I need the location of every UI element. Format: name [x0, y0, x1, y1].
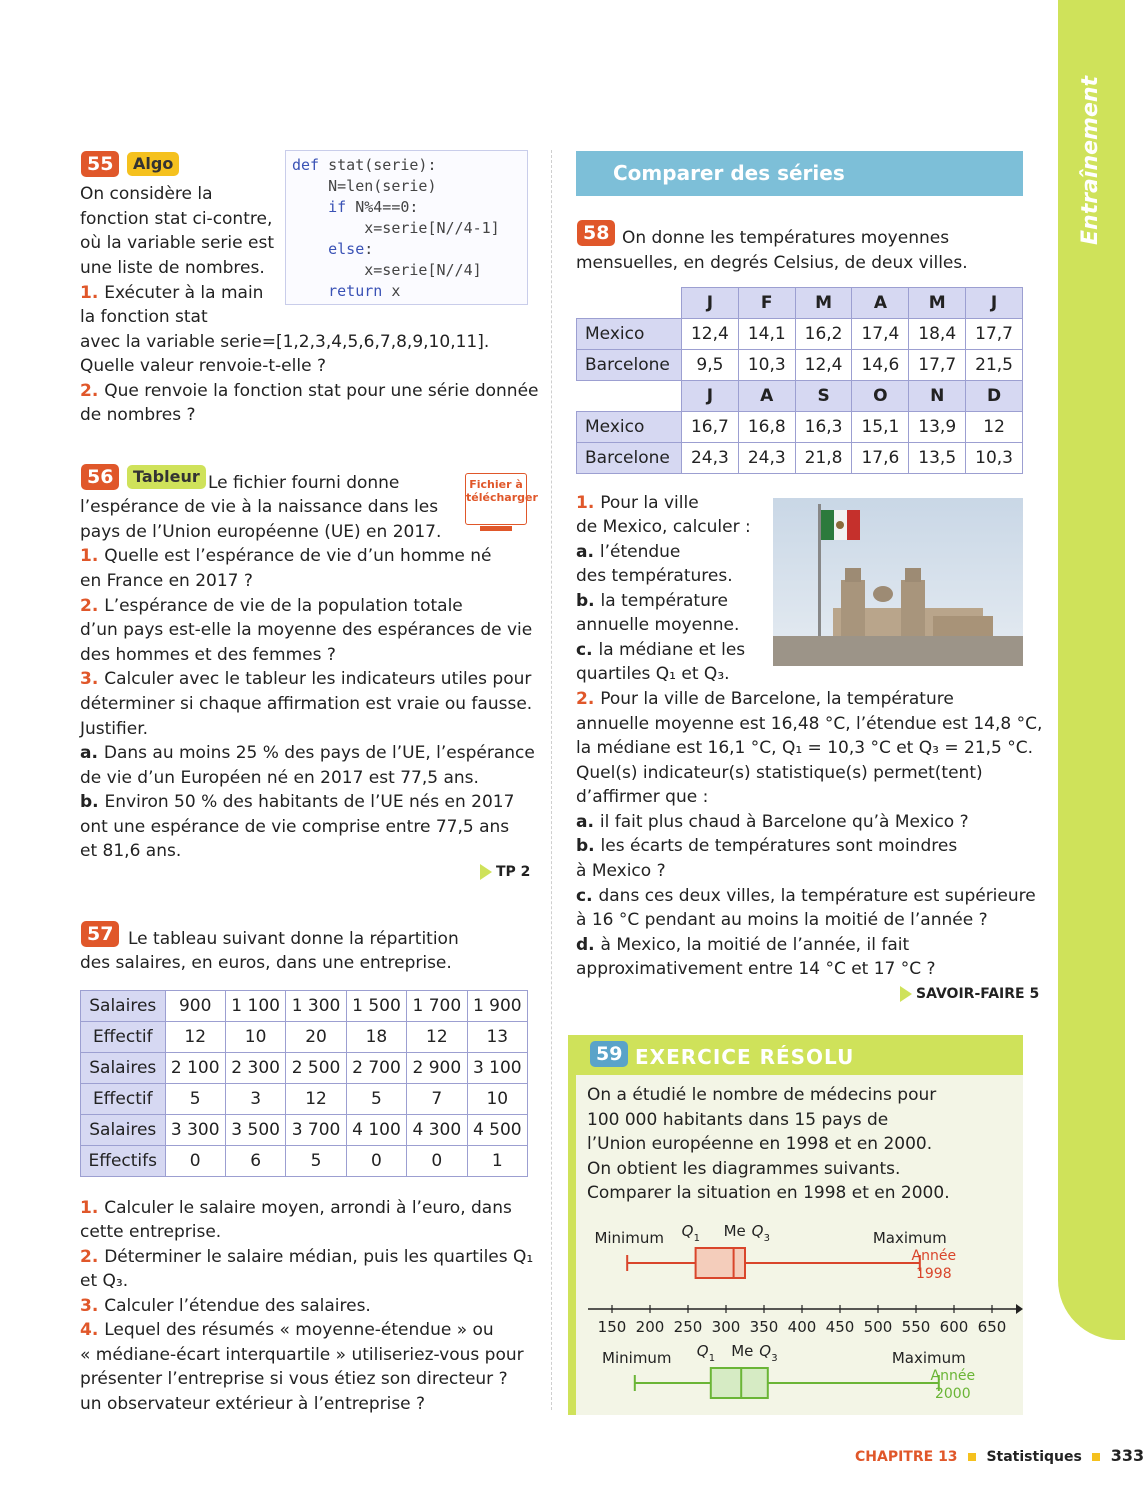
text-line: d. à Mexico, la moitié de l’année, il fait: [576, 935, 910, 955]
text-line: a. Dans au moins 25 % des pays de l’UE, l’espérance: [80, 743, 535, 763]
text-line: l’espérance de vie à la naissance dans les: [80, 497, 439, 517]
text-line: un observateur extérieur à l’entreprise ?: [80, 1394, 426, 1414]
text-line: On donne les températures moyennes: [622, 228, 950, 248]
table-cell: 17,6: [852, 443, 909, 474]
axis-arrow: [1016, 1304, 1023, 1314]
table-cell: 12: [286, 1084, 346, 1115]
tick-label: 450: [825, 1318, 855, 1336]
text-line: 1. Exécuter à la main: [80, 283, 264, 303]
table-cell: 0: [165, 1146, 225, 1177]
footer-title: Statistiques: [986, 1449, 1082, 1465]
tp-reference-link[interactable]: [480, 864, 530, 880]
table-cell: Effectif: [81, 1084, 166, 1115]
text-line: Justifier.: [80, 719, 149, 739]
table-cell: 13: [467, 1022, 527, 1053]
table-cell: 14,6: [852, 350, 909, 381]
text-line: On considère la: [80, 184, 213, 204]
median-label: Me: [731, 1342, 754, 1360]
table-cell: 5: [286, 1146, 346, 1177]
text-line: de vie d’un Européen né en 2017 est 77,5 ans.: [80, 768, 479, 788]
month-header: F: [738, 288, 795, 319]
table-cell: 1 300: [286, 991, 346, 1022]
text-line: Quel(s) indicateur(s) statistique(s) permet(tent): [576, 763, 983, 783]
item-marker: 1.: [80, 1198, 105, 1218]
box: [696, 1248, 745, 1278]
item-marker: a.: [80, 743, 104, 763]
text-line: une liste de nombres.: [80, 258, 265, 278]
text-line: 2. Pour la ville de Barcelone, la température: [576, 689, 954, 709]
month-header: D: [966, 381, 1023, 412]
text-line: 100 000 habitants dans 15 pays de: [587, 1110, 889, 1130]
item-marker: a.: [576, 542, 600, 562]
text-line: cette entreprise.: [80, 1222, 222, 1242]
table-cell: 24,3: [682, 443, 739, 474]
tableur-tag: Tableur: [127, 465, 206, 489]
series-label: Année: [911, 1248, 957, 1264]
table-cell: 2 100: [165, 1053, 225, 1084]
item-marker: a.: [576, 812, 600, 832]
text-line: Le tableau suivant donne la répartition: [128, 929, 459, 949]
table-cell: 17,7: [909, 350, 966, 381]
text-line: 1. Quelle est l’espérance de vie d’un homme né: [80, 546, 492, 566]
text-line: Quelle valeur renvoie-t-elle ?: [80, 356, 326, 376]
table-cell: Barcelone: [577, 350, 682, 381]
temperatures-table: [576, 287, 1023, 474]
text-line: 1. Pour la ville: [576, 493, 699, 513]
text-line: des températures.: [576, 566, 733, 586]
maximum-label: Maximum: [872, 1229, 947, 1247]
table-cell: 9,5: [682, 350, 739, 381]
item-marker: b.: [80, 792, 105, 812]
text-line: 2. L’espérance de vie de la population totale: [80, 596, 463, 616]
table-cell: 16,8: [738, 412, 795, 443]
table-cell: 4 300: [407, 1115, 467, 1146]
text-line: des hommes et des femmes ?: [80, 645, 336, 665]
q3-subscript: 3: [771, 1353, 778, 1364]
month-header: J: [682, 381, 739, 412]
resolved-exercise-stripe: [568, 1035, 576, 1415]
table-cell: 18: [346, 1022, 406, 1053]
month-header: S: [795, 381, 852, 412]
minimum-label: Minimum: [602, 1349, 672, 1367]
text-line: On obtient les diagrammes suivants.: [587, 1159, 901, 1179]
play-arrow-icon: [480, 864, 492, 880]
tick-label: 400: [787, 1318, 817, 1336]
series-label: 2000: [934, 1386, 971, 1402]
table-cell: 1 900: [467, 991, 527, 1022]
table-row: [577, 443, 1023, 474]
text-line: quartiles Q₁ et Q₃.: [576, 664, 730, 684]
sidebar-label: Entraînement: [1078, 75, 1103, 245]
table-cell: Effectifs: [81, 1146, 166, 1177]
box: [711, 1368, 768, 1398]
code-line: if N%4==0:: [328, 198, 419, 216]
table-cell: 16,3: [795, 412, 852, 443]
text-line: des salaires, en euros, dans une entreprise.: [80, 953, 452, 973]
text-line: b. les écarts de températures sont moindres: [576, 836, 958, 856]
text-line: mensuelles, en degrés Celsius, de deux villes.: [576, 253, 968, 273]
month-header: J: [966, 288, 1023, 319]
exercise-59-number: 59: [590, 1041, 628, 1067]
table-cell: Salaires: [81, 991, 166, 1022]
text-line: b. la température: [576, 591, 728, 611]
table-cell: 2 900: [407, 1053, 467, 1084]
text-line: à Mexico ?: [576, 861, 666, 881]
table-cell: 12: [165, 1022, 225, 1053]
table-row: [577, 412, 1023, 443]
table-cell: Effectif: [81, 1022, 166, 1053]
table-cell: 7: [407, 1084, 467, 1115]
table-cell: 10: [225, 1022, 285, 1053]
text-line: 4. Lequel des résumés « moyenne-étendue » ou: [80, 1320, 494, 1340]
footer-square-icon: [1092, 1453, 1100, 1461]
algo-tag: Algo: [127, 152, 179, 176]
month-header: M: [795, 288, 852, 319]
text-line: Comparer la situation en 1998 et en 2000.: [587, 1183, 950, 1203]
exercise-57-number: 57: [81, 921, 119, 947]
salaires-table: [80, 990, 528, 1177]
code-line: N=len(serie): [292, 177, 437, 195]
table-cell: 12,4: [795, 350, 852, 381]
monitor-base-icon: [480, 526, 512, 531]
boxplot-chart: [576, 1215, 1023, 1415]
item-marker: b.: [576, 591, 601, 611]
table-cell: 4 500: [467, 1115, 527, 1146]
table-cell: 12,4: [682, 319, 739, 350]
table-cell: 3 300: [165, 1115, 225, 1146]
text-line: Le fichier fourni donne: [208, 473, 400, 493]
download-file-icon[interactable]: [465, 473, 538, 525]
month-header: N: [909, 381, 966, 412]
exercise-56-number: 56: [81, 464, 119, 490]
text-line: de nombres ?: [80, 405, 196, 425]
month-header: A: [738, 381, 795, 412]
tick-label: 550: [901, 1318, 931, 1336]
table-cell: 14,1: [738, 319, 795, 350]
table-cell: 1 700: [407, 991, 467, 1022]
text-line: 1. Calculer le salaire moyen, arrondi à l’euro, dans: [80, 1198, 512, 1218]
table-cell: 5: [165, 1084, 225, 1115]
table-row: [81, 1053, 528, 1084]
text-line: fonction stat ci-contre,: [80, 209, 273, 229]
text-line: ont une espérance de vie comprise entre 77,5 ans: [80, 817, 510, 837]
table-cell: 20: [286, 1022, 346, 1053]
resolved-exercise-title: EXERCICE RÉSOLU: [635, 1045, 855, 1069]
text-line: présenter l’entreprise si vous étiez son directeur ?: [80, 1369, 508, 1389]
exercise-55-number: 55: [81, 151, 119, 177]
table-cell: 0: [407, 1146, 467, 1177]
table-row: [81, 1146, 528, 1177]
download-label: Fichier à télécharger: [466, 478, 538, 504]
tp-reference-label: TP 2: [496, 864, 531, 880]
mexico-cathedral-photo: [773, 498, 1023, 666]
maximum-label: Maximum: [891, 1349, 966, 1367]
table-cell: 2 500: [286, 1053, 346, 1084]
column-separator: [551, 150, 552, 1410]
text-line: On a étudié le nombre de médecins pour: [587, 1085, 937, 1105]
item-marker: 1.: [80, 546, 105, 566]
text-line: c. dans ces deux villes, la température est supérieure: [576, 886, 1036, 906]
table-cell: Salaires: [81, 1115, 166, 1146]
text-line: d’affirmer que :: [576, 787, 709, 807]
item-marker: 2.: [80, 1247, 105, 1267]
q1-label: Q: [681, 1222, 694, 1240]
item-marker: 2.: [576, 689, 601, 709]
play-arrow-icon: [900, 986, 912, 1002]
table-cell: 17,4: [852, 319, 909, 350]
month-header: J: [682, 288, 739, 319]
text-line: annuelle moyenne est 16,48 °C, l’étendue est 14,8 °C,: [576, 714, 1043, 734]
item-marker: d.: [576, 935, 601, 955]
tick-label: 600: [939, 1318, 969, 1336]
text-line: avec la variable serie=[1,2,3,4,5,6,7,8,9,10,11].: [80, 332, 490, 352]
table-cell: 5: [346, 1084, 406, 1115]
q3-label: Q: [751, 1222, 764, 1240]
item-marker: c.: [576, 886, 599, 906]
table-row: [577, 288, 1023, 319]
footer-chapter: CHAPITRE 13: [855, 1449, 958, 1465]
table-cell: 15,1: [852, 412, 909, 443]
table-cell: 18,4: [909, 319, 966, 350]
item-marker: 3.: [80, 1296, 105, 1316]
table-cell: 1 100: [225, 991, 285, 1022]
tick-label: 650: [977, 1318, 1007, 1336]
month-header: M: [909, 288, 966, 319]
text-line: a. il fait plus chaud à Barcelone qu’à Mexico ?: [576, 812, 969, 832]
q1-subscript: 1: [708, 1353, 716, 1364]
table-cell: 1 500: [346, 991, 406, 1022]
tick-label: 150: [597, 1318, 627, 1336]
tick-label: 200: [635, 1318, 665, 1336]
tick-label: 250: [673, 1318, 703, 1336]
code-line: x=serie[N//4]: [292, 261, 482, 279]
text-line: et Q₃.: [80, 1271, 129, 1291]
table-cell: 21,8: [795, 443, 852, 474]
table-row: [81, 1115, 528, 1146]
table-cell: 6: [225, 1146, 285, 1177]
table-cell: 17,7: [966, 319, 1023, 350]
text-line: 3. Calculer avec le tableur les indicateurs utiles pour: [80, 669, 532, 689]
text-line: b. Environ 50 % des habitants de l’UE nés en 2017: [80, 792, 515, 812]
table-cell: 2 300: [225, 1053, 285, 1084]
text-line: et 81,6 ans.: [80, 841, 182, 861]
month-header: A: [852, 288, 909, 319]
item-marker: 4.: [80, 1320, 105, 1340]
table-cell: Mexico: [577, 319, 682, 350]
table-cell: 3 700: [286, 1115, 346, 1146]
table-cell: 3 100: [467, 1053, 527, 1084]
table-cell: 13,5: [909, 443, 966, 474]
q3-label: Q: [759, 1342, 772, 1360]
text-line: c. la médiane et les: [576, 640, 746, 660]
text-line: la médiane est 16,1 °C, Q₁ = 10,3 °C et Q₃ = 21,5 °C.: [576, 738, 1034, 758]
month-header: O: [852, 381, 909, 412]
table-row: [81, 1022, 528, 1053]
median-label: Me: [723, 1222, 746, 1240]
text-line: 3. Calculer l’étendue des salaires.: [80, 1296, 371, 1316]
table-cell: 1: [467, 1146, 527, 1177]
python-code-box: [285, 150, 528, 305]
table-cell: 10,3: [966, 443, 1023, 474]
table-row: [577, 350, 1023, 381]
table-cell: 900: [165, 991, 225, 1022]
text-line: l’Union européenne en 1998 et en 2000.: [587, 1134, 933, 1154]
section-header: Comparer des séries: [576, 151, 1023, 196]
table-cell: 21,5: [966, 350, 1023, 381]
table-cell: 13,9: [909, 412, 966, 443]
text-line: d’un pays est-elle la moyenne des espérances de vie: [80, 620, 533, 640]
empty-cell: [577, 288, 682, 319]
code-line: x=serie[N//4-1]: [292, 219, 500, 237]
text-line: pays de l’Union européenne (UE) en 2017.: [80, 522, 442, 542]
table-row: [577, 381, 1023, 412]
text-line: 2. Que renvoie la fonction stat pour une série donnée: [80, 381, 539, 401]
table-cell: 16,7: [682, 412, 739, 443]
text-line: la fonction stat: [80, 307, 208, 327]
text-line: à 16 °C pendant au moins la moitié de l’année ?: [576, 910, 988, 930]
footer-square-icon: [968, 1453, 976, 1461]
text-line: « médiane-écart interquartile » utiliseriez-vous pour: [80, 1345, 524, 1365]
item-marker: 1.: [576, 493, 601, 513]
q3-subscript: 3: [763, 1233, 770, 1244]
empty-cell: [577, 381, 682, 412]
text-line: approximativement entre 14 °C et 17 °C ?: [576, 959, 936, 979]
table-cell: 4 100: [346, 1115, 406, 1146]
table-cell: 3: [225, 1084, 285, 1115]
table-cell: Barcelone: [577, 443, 682, 474]
table-cell: 16,2: [795, 319, 852, 350]
table-cell: Salaires: [81, 1053, 166, 1084]
table-row: [577, 319, 1023, 350]
code-line: return x: [328, 282, 401, 300]
item-marker: 2.: [80, 596, 105, 616]
item-marker: 2.: [80, 381, 105, 401]
code-line: def stat(serie):: [292, 156, 437, 174]
table-cell: 24,3: [738, 443, 795, 474]
tick-label: 500: [863, 1318, 893, 1336]
code-line: else:: [328, 240, 374, 258]
item-marker: 3.: [80, 669, 105, 689]
text-line: en France en 2017 ?: [80, 571, 253, 591]
table-cell: Mexico: [577, 412, 682, 443]
item-marker: c.: [576, 640, 599, 660]
page-footer: [855, 1446, 1144, 1465]
savoir-faire-label: SAVOIR-FAIRE 5: [916, 986, 1040, 1002]
text-line: déterminer si chaque affirmation est vraie ou fausse.: [80, 694, 533, 714]
text-line: où la variable serie est: [80, 233, 274, 253]
table-cell: 12: [407, 1022, 467, 1053]
table-row: [81, 991, 528, 1022]
item-marker: 1.: [80, 283, 105, 303]
text-line: de Mexico, calculer :: [576, 517, 751, 537]
page-number: 333: [1110, 1446, 1144, 1465]
text-line: a. l’étendue: [576, 542, 681, 562]
savoir-faire-link[interactable]: [900, 986, 1039, 1002]
table-cell: 3 500: [225, 1115, 285, 1146]
tick-label: 350: [749, 1318, 779, 1336]
table-cell: 0: [346, 1146, 406, 1177]
table-cell: 10,3: [738, 350, 795, 381]
text-line: annuelle moyenne.: [576, 615, 740, 635]
text-line: 2. Déterminer le salaire médian, puis les quartiles Q₁: [80, 1247, 534, 1267]
series-label: 1998: [915, 1266, 952, 1282]
table-cell: 12: [966, 412, 1023, 443]
q1-label: Q: [696, 1342, 709, 1360]
table-row: [81, 1084, 528, 1115]
table-cell: 2 700: [346, 1053, 406, 1084]
exercise-58-number: 58: [577, 220, 615, 246]
table-cell: 10: [467, 1084, 527, 1115]
series-label: Année: [930, 1368, 976, 1384]
minimum-label: Minimum: [594, 1229, 664, 1247]
item-marker: b.: [576, 836, 601, 856]
tick-label: 300: [711, 1318, 741, 1336]
q1-subscript: 1: [693, 1233, 700, 1244]
